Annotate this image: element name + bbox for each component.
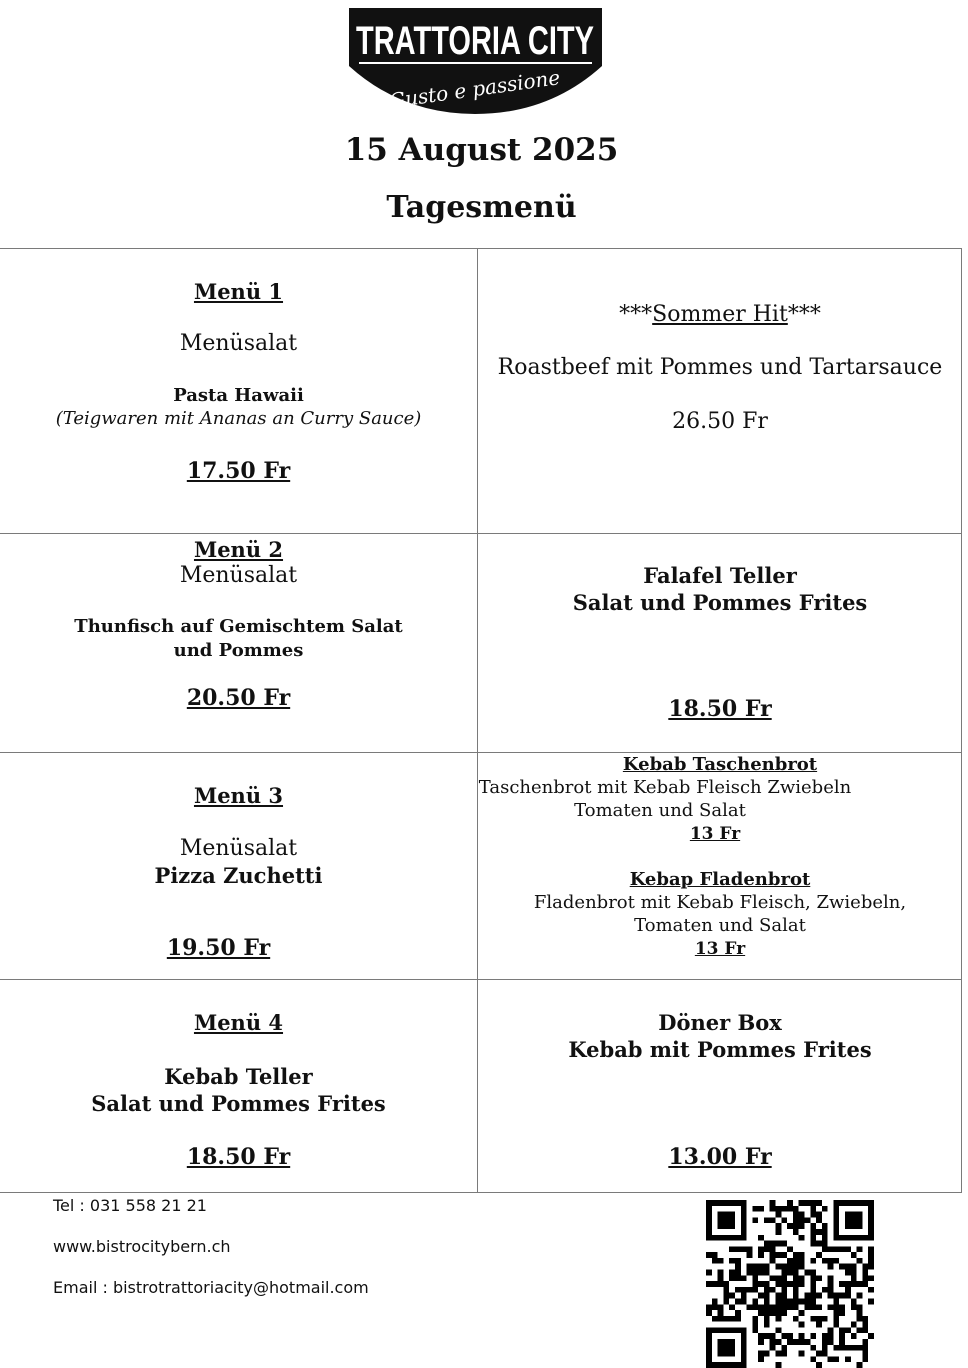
kebab-taschenbrot-price: 13 Fr — [689, 824, 741, 844]
kebap-fladenbrot-line-2: Tomaten und Salat — [634, 915, 806, 936]
special-stars-right: *** — [787, 302, 821, 327]
menu-1-description: (Teigwaren mit Ananas an Curry Sauce) — [55, 408, 422, 429]
special-price: 26.50 Fr — [672, 409, 768, 434]
falafel-price: 18.50 Fr — [668, 696, 772, 722]
falafel-subtitle: Salat und Pommes Frites — [572, 590, 868, 615]
footer-phone: Tel : 031 558 21 21 — [53, 1196, 207, 1215]
menu-3-dish: Pizza Zuchetti — [154, 863, 323, 888]
svg-text:TRATTORIA CITY: TRATTORIA CITY — [356, 19, 595, 63]
special-stars-left: *** — [619, 302, 653, 327]
special-label: Sommer Hit — [652, 302, 788, 327]
kebap-fladenbrot-line-1: Fladenbrot mit Kebab Fleisch, Zwiebeln, — [533, 892, 907, 913]
menu-3-heading: Menü 3 — [193, 783, 284, 808]
menu-4-title: Kebab Teller — [164, 1064, 313, 1089]
footer-website[interactable]: www.bistrocitybern.ch — [53, 1237, 231, 1256]
menu-3-salad: Menüsalat — [179, 836, 298, 861]
svg-text:Gusto e passione: Gusto e passione — [387, 65, 562, 113]
footer-email[interactable]: Email : bistrotrattoriacity@hotmail.com — [53, 1278, 369, 1297]
menu-2-price: 20.50 Fr — [186, 685, 291, 711]
menu-1-price: 17.50 Fr — [186, 458, 291, 484]
kebab-taschenbrot-title: Kebab Taschenbrot — [622, 754, 818, 775]
doener-title: Döner Box — [658, 1010, 782, 1035]
menu-2-dish-line-1: Thunfisch auf Gemischtem Salat — [74, 616, 403, 637]
special-cell — [478, 249, 962, 533]
doener-subtitle: Kebab mit Pommes Frites — [568, 1037, 872, 1062]
menu-3-price: 19.50 Fr — [166, 935, 271, 961]
menu-1-heading: Menü 1 — [193, 279, 284, 304]
special-heading — [478, 302, 962, 327]
menu-3-cell — [0, 753, 477, 979]
menu-4-heading: Menü 4 — [193, 1010, 284, 1035]
menu-date: 15 August 2025 — [344, 132, 619, 168]
kebab-taschenbrot-line-1: Taschenbrot mit Kebab Fleisch Zwiebeln — [478, 777, 852, 798]
page-title: Tagesmenü — [386, 190, 577, 225]
special-dish: Roastbeef mit Pommes und Tartarsauce — [497, 355, 943, 380]
restaurant-logo — [349, 8, 602, 114]
menu-1-cell — [0, 249, 477, 533]
menu-2-dish-line-2: und Pommes — [173, 640, 304, 661]
doener-cell — [478, 980, 962, 1192]
table-divider — [0, 1192, 962, 1193]
kebab-cell — [478, 753, 962, 979]
kebap-fladenbrot-price: 13 Fr — [694, 939, 746, 959]
qr-code-icon[interactable] — [705, 1200, 875, 1368]
menu-2-salad: Menüsalat — [179, 563, 298, 588]
menu-2-cell — [0, 534, 477, 752]
kebap-fladenbrot-title: Kebap Fladenbrot — [629, 869, 811, 890]
falafel-title: Falafel Teller — [643, 563, 797, 588]
falafel-cell — [478, 534, 962, 752]
menu-4-price: 18.50 Fr — [186, 1144, 291, 1170]
menu-1-salad: Menüsalat — [179, 331, 298, 356]
menu-4-subtitle: Salat und Pommes Frites — [91, 1091, 386, 1116]
menu-1-dish: Pasta Hawaii — [173, 385, 304, 406]
doener-price: 13.00 Fr — [668, 1144, 772, 1170]
menu-4-cell — [0, 980, 477, 1192]
menu-2-heading: Menü 2 — [193, 537, 284, 562]
kebab-taschenbrot-line-2: Tomaten und Salat — [574, 800, 746, 821]
